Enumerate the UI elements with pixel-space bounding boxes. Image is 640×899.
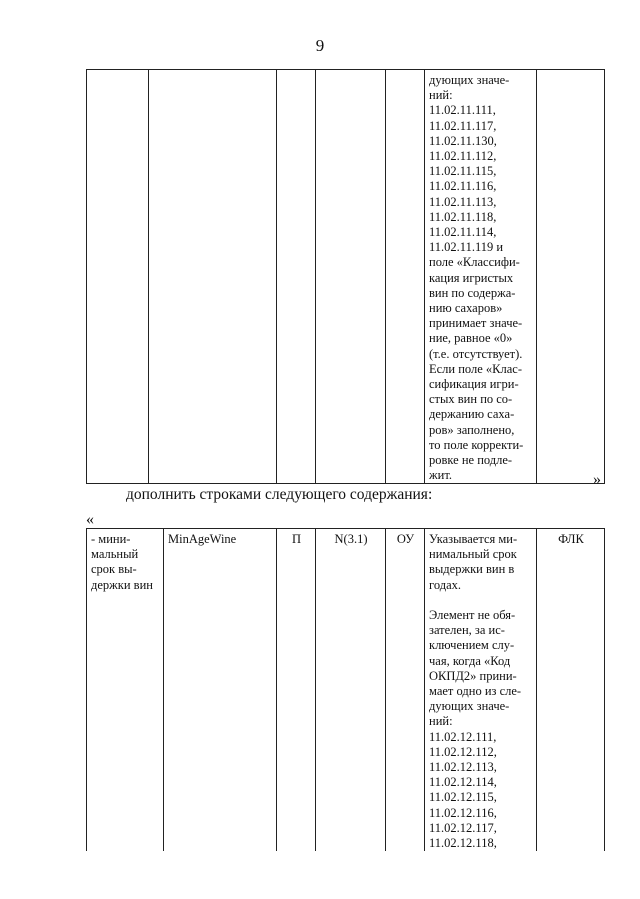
cell-obligation [386,529,425,852]
closing-quote: » [593,471,601,488]
element-check: ФЛК [558,532,584,546]
cell-name [87,70,149,484]
cell-code [149,70,277,484]
cell-type [277,70,316,484]
cell-code [164,529,277,852]
table-new-rows [86,528,605,851]
element-obligation: ОУ [396,532,415,546]
opening-quote: « [86,511,94,528]
cell-name [87,529,164,852]
cell-format [316,70,386,484]
table-continuation [86,69,605,484]
cell-obligation [386,70,425,484]
page-number: 9 [315,36,325,55]
cell-type [277,529,316,852]
cell-check [537,529,605,852]
table-row [87,70,605,484]
intro-text: дополнить строками следующего содержания: [126,486,433,503]
element-format: N(3.1) [334,532,368,546]
element-type: П [291,532,302,546]
element-code: MinAgeWine [168,532,237,546]
description-text: дующих значе- ний: 11.02.11.111, 11.02.11.117, 11.02.11.130, 11.02.11.112, 11.02.11.115, 11.02.11.116, 11.02.11.113, 11.02.11.118, 11.02.11.114, 11.02.11.119 и поле «Классифи- кация игристых вин по содержа- нию сахаров» принимает значе- ние, равное «0» (т.е. отсутствует). Если поле «Клас- сификация игри- стых вин по со- держанию саха- ров» заполнено, то поле корректи- ровке не подле- жит. [429,73,524,483]
element-name: - мини- мальный срок вы- держки вин [91,532,153,592]
cell-check [537,70,605,484]
cell-format [316,529,386,852]
element-description: Указывается ми- нимальный срок выдержки вин в годах. Элемент не обя- зателен, за ис- ключением слу- чая, когда «Код ОКПД2» прини- мает одно из сле- дующих значе- ний: 11.02.12.111, 11.02.12.112, 11.02.12.113, 11.02.12.114, 11.02.12.115, 11.02.12.116, 11.02.12.117, 11.02.12.118, [429,532,522,851]
cell-description [425,70,537,484]
cell-description [425,529,537,852]
table-row [87,529,605,852]
